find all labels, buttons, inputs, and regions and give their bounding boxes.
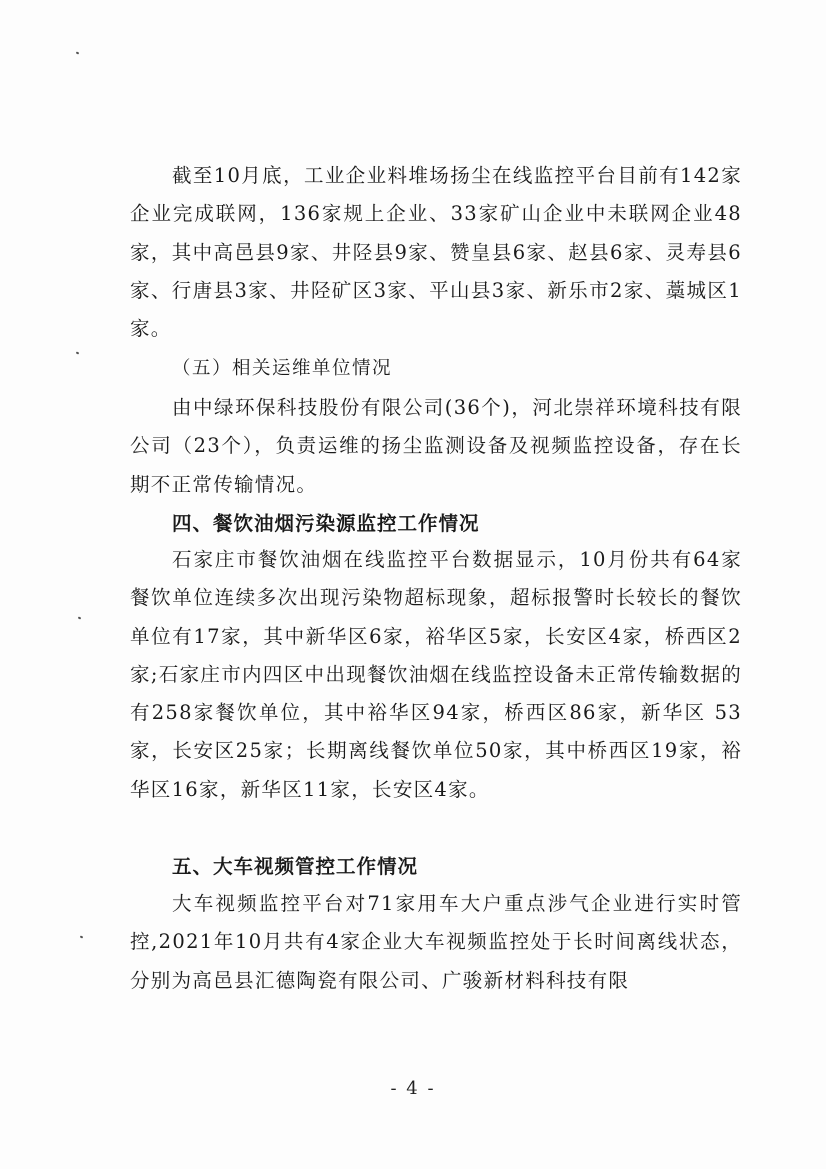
scan-speck <box>76 351 80 354</box>
section-heading-truck-video: 五、大车视频管控工作情况 <box>172 855 419 878</box>
paragraph-catering-fumes: 石家庄市餐饮油烟在线监控平台数据显示，10月份共有64家餐饮单位连续多次出现污染物超标现象，超标报警时长较长的餐饮单位有17家，其中新华区6家，裕华区5家，长安区4家，桥西区2家;石家庄市内四区中出现餐饮油烟在线监控设备未正常传输数据的有258家餐饮单位，其中裕华区94家，桥西区86家，新华区 53家，长安区25家；长期离线餐饮单位50家，其中桥西区19家，裕华区16家，新华区11家，长安区4家。 <box>130 548 742 801</box>
scan-speck <box>76 51 80 54</box>
page-number: - 4 - <box>390 1078 436 1099</box>
section-heading-catering-fumes: 四、餐饮油烟污染源监控工作情况 <box>172 512 480 535</box>
paragraph-maintenance-units: 由中绿环保科技股份有限公司(36个)，河北崇祥环境科技有限公司（23个），负责运维的扬尘监测设备及视频监控设备，存在长期不正常传输情况。 <box>130 396 742 496</box>
scan-speck <box>78 616 82 619</box>
scan-speck <box>80 935 84 938</box>
paragraph-truck-video: 大车视频监控平台对71家用车大户重点涉气企业进行实时管控,2021年10月共有4家企业大车视频监控处于长时间离线状态，分别为高邑县汇德陶瓷有限公司、广骏新材料科技有限 <box>130 892 742 992</box>
paragraph-dust-monitoring: 截至10月底，工业企业料堆场扬尘在线监控平台目前有142家企业完成联网，136家规上企业、33家矿山企业中未联网企业48家，其中高邑县9家、井陉县9家、赞皇县6家、赵县6家、灵寿县6家、行唐县3家、井陉矿区3家、平山县3家、新乐市2家、藁城区1家。 <box>130 164 742 341</box>
section-heading-maintenance-units: （五）相关运维单位情况 <box>172 358 393 379</box>
